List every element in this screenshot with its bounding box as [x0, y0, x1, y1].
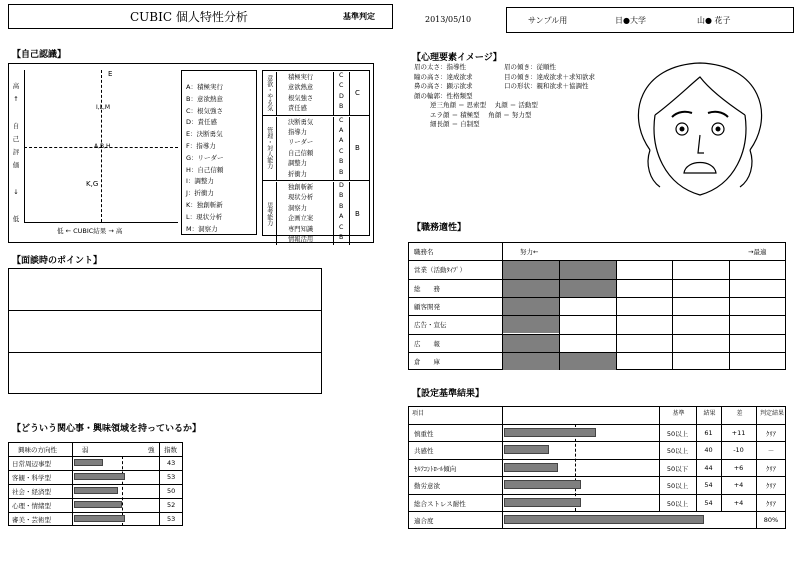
interest-value: 50 — [167, 487, 176, 495]
standard-diff: +6 — [733, 463, 744, 472]
job-fit-cell — [503, 335, 559, 352]
psychology-left — [414, 63, 473, 101]
group-item-score: C — [339, 116, 344, 124]
sample-label: サンプル用 — [528, 16, 568, 25]
job-fit-cell — [503, 280, 559, 297]
interview-line-1 — [8, 310, 322, 311]
standard-bar — [504, 445, 549, 454]
psych-right-item: 口の形状：親和欲求＋協調性 — [504, 82, 589, 90]
interest-value: 53 — [167, 515, 176, 523]
y-axis-char: 価 — [12, 161, 20, 169]
psychology-heading: 【心理要素イメージ】 — [412, 53, 502, 63]
standard-row-line — [408, 424, 786, 425]
standard-col-header: 判定結果 — [760, 410, 785, 417]
y-axis-char: 己 — [12, 135, 20, 143]
psych-left-item: 顔の輪郭：性格類型 — [414, 91, 473, 100]
self-recognition-heading: 【自己認識】 — [12, 50, 67, 60]
page-title: CUBIC 個人特性分析 — [130, 10, 248, 24]
standard-col-header: 基準 — [672, 410, 685, 417]
standard-standard: 50以上 — [666, 499, 689, 508]
group-item-score: B — [339, 234, 344, 241]
group-item: 折衝力 — [288, 170, 307, 178]
interview-line-2 — [8, 352, 322, 353]
group-separator — [262, 115, 370, 116]
legend-item: L：現状分析 — [186, 212, 223, 221]
psych-left-item: 眉の太さ：指導性 — [414, 63, 466, 71]
job-row-line — [408, 315, 786, 316]
job-row-line — [408, 334, 786, 335]
group-item: 洞察力 — [288, 204, 307, 212]
standard-label: ｾﾙﾌｺﾝﾄﾛｰﾙ傾向 — [414, 464, 457, 473]
y-axis-char: ↑ — [13, 95, 19, 103]
group-label: 思考能力 — [262, 182, 277, 245]
group-item-score: C — [339, 147, 344, 155]
group-item: 独創斬新 — [288, 184, 314, 191]
psych-left-item: 鼻の高さ：顕示欲求 — [414, 82, 473, 90]
group-overall: B — [355, 209, 360, 218]
fit-label: 適合度 — [414, 517, 434, 525]
standard-judge: ｸﾘｱ — [766, 482, 776, 490]
standard-row-line — [408, 459, 786, 460]
badge-label: 基準判定 — [343, 12, 375, 21]
standard-row-line — [408, 511, 786, 512]
group-item-score: D — [339, 92, 344, 100]
legend-item: D：責任感 — [186, 118, 218, 127]
group-item-score: C — [339, 72, 344, 79]
job-fit-cell — [503, 261, 559, 278]
psychology-types — [430, 101, 538, 130]
fit-bar — [504, 515, 704, 524]
group-item: 情報活用 — [288, 236, 314, 243]
job-effort-label: 努力← — [520, 248, 539, 256]
psych-right-item: 眉の傾き：従順性 — [504, 63, 556, 71]
standard-row-line — [408, 441, 786, 442]
standard-judge: ｸﾘｱ — [766, 464, 776, 473]
person-name: 山● 花子 — [697, 16, 731, 25]
standard-diff: +11 — [731, 428, 746, 437]
legend-item: B：意欲熱意 — [186, 94, 223, 103]
standard-diff: +4 — [733, 481, 744, 489]
scatter-point-e: E — [108, 70, 113, 78]
group-overall: B — [355, 144, 360, 153]
scatter-point-kg: K,G — [86, 180, 99, 188]
y-axis-char: 低 — [12, 215, 20, 223]
group-item-score: A — [339, 137, 344, 145]
legend-item: K：独創斬新 — [186, 200, 223, 209]
group-divider — [333, 72, 334, 115]
interest-bar — [74, 501, 122, 508]
group-item: 積極実行 — [288, 74, 314, 81]
job-label: 広 報 — [414, 339, 440, 348]
x-axis-label: 低 ← CUBIC結果 → 高 — [57, 227, 123, 235]
job-col-name: 職務名 — [414, 248, 434, 256]
standard-judge: － — [767, 447, 775, 455]
legend-item: J：折衝力 — [186, 189, 214, 198]
interest-bar — [74, 487, 118, 494]
group-item-score: B — [339, 202, 344, 210]
group-item: 自己信頼 — [288, 149, 314, 157]
group-item: 指導力 — [288, 129, 307, 136]
legend-list — [186, 82, 224, 235]
interests-heading: 【どういう関心事・興味領域を持っているか】 — [12, 424, 202, 434]
interests-row-line — [8, 484, 183, 485]
job-fit-cell — [503, 316, 559, 333]
standard-standard: 50以上 — [666, 447, 689, 455]
standard-judge: ｸﾘｱ — [766, 429, 776, 438]
standard-standard: 50以上 — [666, 429, 689, 438]
legend-item: E：決断勇気 — [186, 130, 223, 139]
group-item: 決断勇気 — [288, 118, 314, 126]
legend-item: M：洞察力 — [186, 224, 218, 233]
fit-value: 80% — [763, 516, 779, 524]
standard-label: 総合ストレス耐性 — [414, 499, 466, 508]
group-label: 管理・対人能力 — [262, 117, 277, 180]
interests-row-line — [8, 498, 183, 499]
standard-row-line — [408, 494, 786, 495]
date: 2013/05/10 — [425, 15, 472, 24]
group-item-score: B — [339, 158, 344, 166]
legend-item: A：積極実行 — [186, 83, 223, 91]
psych-left-item: 瞳の高さ：達成欲求 — [414, 72, 473, 81]
group-overall: C — [355, 89, 360, 98]
group-item-score: B — [339, 192, 344, 200]
group-item: 意欲熱意 — [288, 84, 314, 92]
interests-col-direction: 興味の方向性 — [18, 446, 57, 454]
legend-item: F：指導力 — [186, 141, 216, 150]
interest-label: 日常周辺事型 — [12, 460, 51, 468]
group-divider — [349, 117, 350, 180]
group-item-score: D — [339, 182, 344, 189]
group-item-score: B — [339, 168, 344, 176]
standard-standard: 50以下 — [666, 464, 689, 473]
standard-diff: +4 — [733, 498, 744, 507]
interest-bar — [74, 515, 125, 522]
interview-heading: 【面談時のポイント】 — [12, 256, 103, 266]
interest-label: 心理・情緒型 — [12, 502, 51, 510]
standard-col-header: 項目 — [412, 410, 425, 417]
group-item-score: C — [339, 82, 344, 90]
interests-col-weak: 弱 — [82, 446, 89, 454]
standard-label: 慎重性 — [414, 429, 434, 438]
legend-item: G：リーダー — [186, 153, 224, 162]
y-axis-char: ↓ — [13, 188, 19, 196]
interest-label: 客観・科学型 — [12, 474, 51, 482]
standard-col-header: 結果 — [703, 410, 716, 417]
psych-right-item: 目の傾き：達成欲求＋求知欲求 — [504, 72, 595, 81]
job-fit-cell — [503, 353, 559, 370]
interest-label: 社会・経済型 — [12, 488, 51, 496]
scatter-point-ilm: I,L,M — [96, 104, 111, 111]
y-axis-char: 高 — [12, 82, 20, 90]
standard-bar — [504, 463, 558, 472]
scatter-point-abh: A,B,H — [94, 143, 111, 150]
group-label: 意欲・やる気 — [262, 72, 277, 115]
group-divider — [333, 117, 334, 180]
job-fit-cell — [560, 353, 616, 370]
standard-bar — [504, 498, 581, 507]
job-label: 営業（活動ﾀｲﾌﾟ） — [414, 266, 466, 275]
groups-box — [262, 70, 370, 236]
group-item: 専門知識 — [288, 225, 314, 233]
legend-item: H：自己信頼 — [186, 165, 224, 174]
interests-col-index: 指数 — [164, 446, 177, 454]
group-item: 企画立案 — [288, 215, 314, 223]
interests-row-line — [8, 512, 183, 513]
standard-diff: -10 — [733, 446, 744, 454]
interests-col-strong: 強 — [148, 446, 155, 454]
group-divider — [349, 72, 350, 115]
job-label: 倉 庫 — [414, 357, 440, 366]
job-label: 顧客開発 — [414, 302, 440, 311]
group-item-score: B — [339, 103, 344, 111]
group-divider — [349, 182, 350, 245]
standard-row-line — [408, 476, 786, 477]
standard-result: 61 — [704, 428, 713, 437]
job-label: 総 務 — [414, 284, 440, 293]
scatter-bottom-border — [24, 222, 178, 223]
group-item: 責任感 — [288, 105, 307, 113]
standard-result: 44 — [704, 463, 713, 472]
standard-heading: 【設定基準結果】 — [412, 389, 485, 399]
job-label: 広告・宣伝 — [414, 321, 447, 330]
y-axis-char: 自 — [12, 122, 20, 130]
group-item: リーダー — [288, 139, 314, 147]
standard-standard: 50以上 — [666, 482, 689, 490]
standard-result: 54 — [704, 498, 713, 507]
standard-judge: ｸﾘｱ — [766, 499, 776, 508]
y-axis-label — [11, 80, 21, 226]
interest-value: 52 — [167, 501, 176, 509]
group-divider — [333, 182, 334, 245]
psych-type-item: 細長顔 ＝ 自制型 — [430, 120, 480, 128]
psych-type-item: エラ顔 ＝ 積極型 角顔 ＝ 努力型 — [430, 110, 532, 119]
standard-bar — [504, 480, 581, 489]
group-item-score: C — [339, 223, 344, 231]
psych-type-item: 逆三角顔 ＝ 思索型 丸顔 ＝ 活動型 — [430, 101, 538, 109]
job-fit-cell — [560, 280, 616, 297]
job-fit-cell — [560, 261, 616, 278]
group-item: 現状分析 — [288, 194, 314, 202]
group-item-score: A — [339, 213, 344, 221]
group-item: 調整力 — [288, 160, 307, 168]
interests-row-line — [8, 470, 183, 471]
psychology-right — [504, 63, 595, 92]
standard-result: 54 — [704, 481, 713, 489]
interest-value: 53 — [167, 473, 176, 481]
standard-result: 40 — [704, 446, 713, 454]
job-best-label: →最適 — [748, 248, 767, 256]
standard-col-divider — [502, 511, 503, 529]
job-fit-cell — [503, 298, 559, 315]
standard-label: 勤労意欲 — [414, 482, 440, 490]
face-illustration — [620, 55, 780, 205]
legend-item: I：調整力 — [186, 177, 214, 186]
group-item: 根気強さ — [288, 94, 314, 102]
university: 日●大学 — [615, 16, 646, 25]
interest-label: 審美・芸術型 — [12, 516, 51, 524]
interest-bar — [74, 459, 103, 466]
standard-col-header: 差 — [736, 410, 743, 417]
standard-bar — [504, 428, 596, 437]
standard-label: 共感性 — [414, 447, 434, 455]
group-item-score: A — [339, 127, 344, 134]
legend-item: C：根気強さ — [186, 106, 224, 115]
interest-value: 43 — [167, 459, 176, 467]
job-row-line — [408, 297, 786, 298]
interest-bar — [74, 473, 125, 480]
y-axis-char: 評 — [12, 148, 20, 156]
interview-box — [8, 268, 322, 394]
job-fit-heading: 【職務適性】 — [412, 223, 467, 233]
interests-row-line — [8, 456, 183, 457]
group-separator — [262, 180, 370, 181]
